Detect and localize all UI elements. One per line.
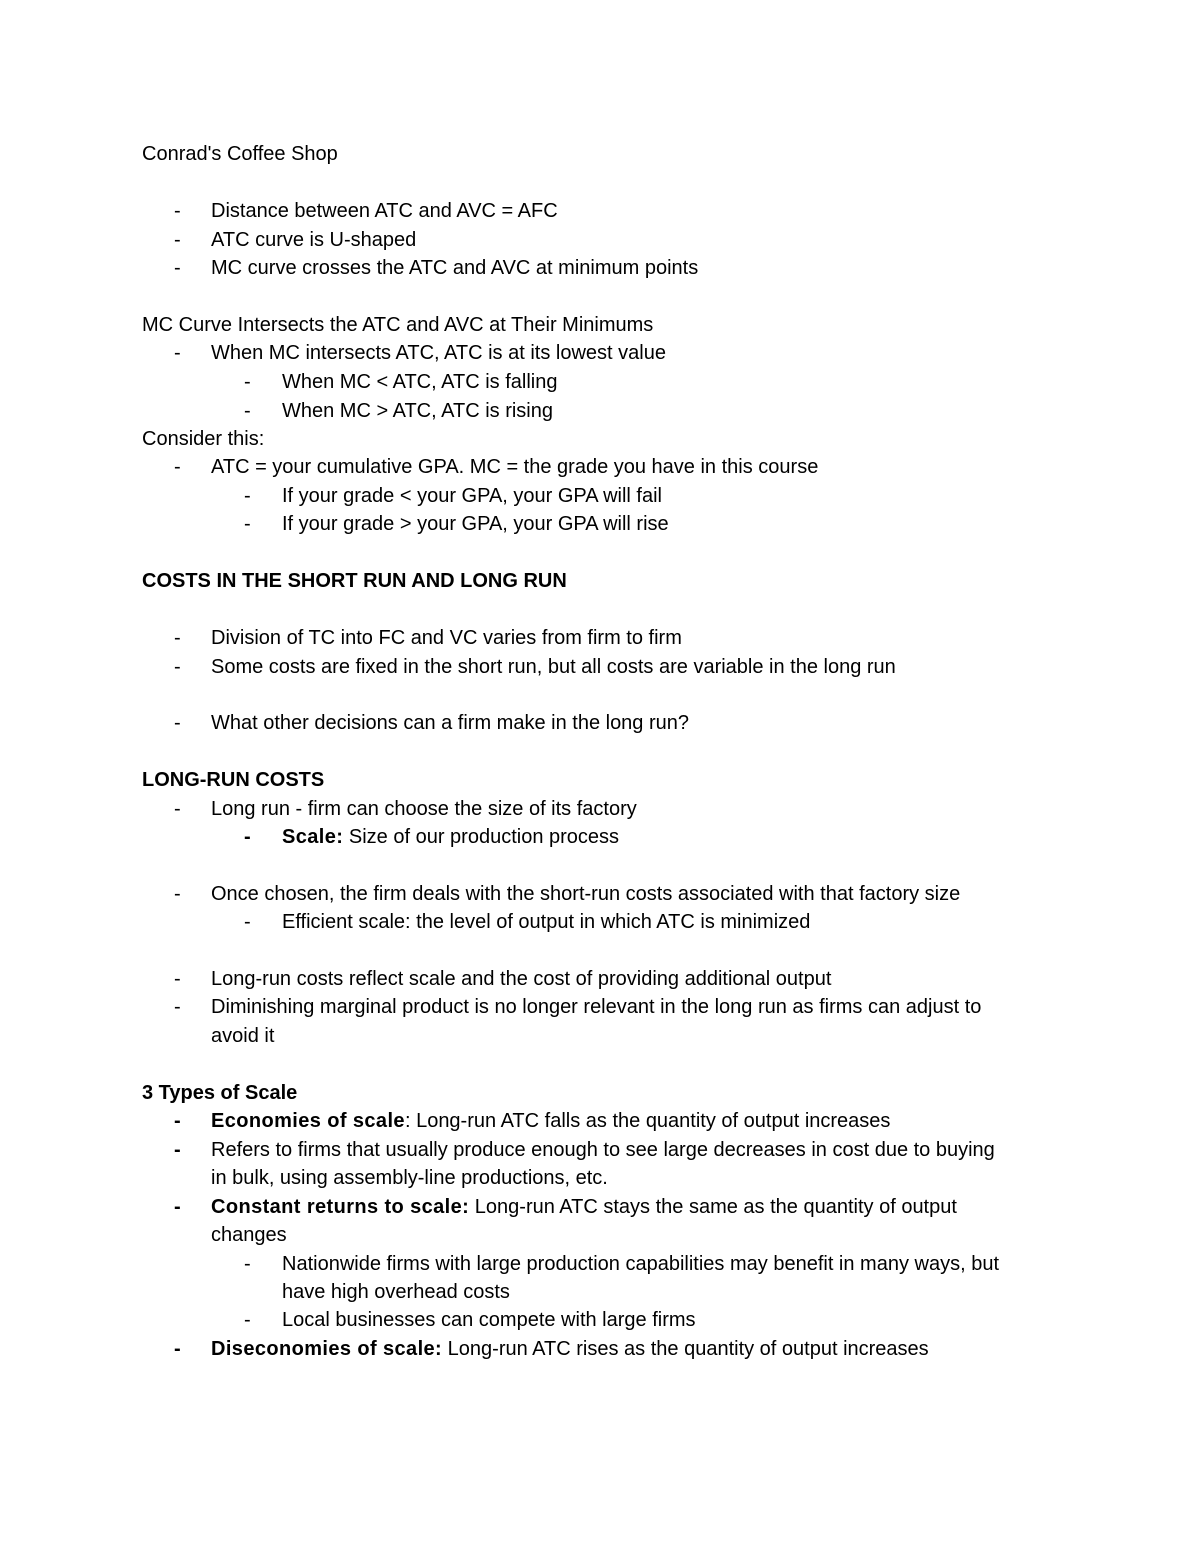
bullet-dash: -: [174, 656, 181, 678]
bullet-dash: -: [174, 798, 181, 820]
bullet-dash: -: [174, 1139, 181, 1161]
section-heading: COSTS IN THE SHORT RUN AND LONG RUN: [142, 570, 567, 592]
bullet-dash: -: [174, 257, 181, 279]
section-heading: 3 Types of Scale: [142, 1082, 298, 1104]
bullet-dash: -: [244, 513, 251, 535]
term-diseconomies-of-scale: Diseconomies of scale:: [211, 1338, 443, 1360]
term-constant-returns: Constant returns to scale:: [211, 1196, 470, 1218]
bullet-dash: -: [174, 968, 181, 990]
bullet-dash: -: [174, 996, 181, 1018]
bullet-dash: -: [244, 1253, 251, 1275]
bullet-dash: -: [174, 456, 181, 478]
bullet-dash: -: [244, 911, 251, 933]
bullet-dash: -: [174, 342, 181, 364]
bullet-dash: -: [244, 371, 251, 393]
document-page: Conrad's Coffee Shop - Distance between ATC and AVC = AFC - ATC curve is U-shaped - MC curve crosses the ATC and AVC at minimum points MC Curve Intersects the ATC and AVC at Their Minimums - When MC intersects ATC, ATC is at its lowest value - When MC < ATC, ATC is falling - When MC > ATC, ATC is rising Consider this: - ATC = your cumulative GPA. MC = the grade you have in this course - If your grade < your GPA, your GPA will fail - If your grade > your GPA, your GPA will rise COSTS IN THE SHORT RUN AND LONG RUN - Division of TC into FC and VC varies from firm to firm - Some costs are fixed in the short run, but all costs are variable in the long run - What other decisions can a firm make in the long run? LONG-RUN COSTS - Long run - firm can choose the size of its factory - Scale: Size of our production process - Once chosen, the firm deals with the short-run costs associated with that factory size - Efficient scale: the level of output in which ATC is minimized - Long-run costs reflect scale and the cost of providing additional output - Diminishing marginal product is no longer relevant in the long run as firms can adjust to avoid it 3 Types of Scale - Economies of scale: Long-run ATC falls as the quantity of output increases - Refers to firms that usually produce enough to see large decreases in cost due to buying in bulk, using assembly-line productions, etc. - Constant returns to scale: Long-run ATC stays the same as the quantity of output changes - Nationwide firms with large production capabilities may benefit in many ways, but have high overhead costs - Local businesses can compete with large firms - Diseconomies of scale: Long-run ATC rises as the quantity of output increases: [142, 143, 1000, 1360]
bullet-dash: -: [174, 1110, 181, 1132]
bullet-dash: -: [244, 485, 251, 507]
bullet-dash: -: [244, 1309, 251, 1331]
bullet-dash: -: [174, 200, 181, 222]
bullet-dash: -: [174, 712, 181, 734]
bullet-dash: -: [174, 1196, 181, 1218]
term-scale: Scale:: [282, 826, 344, 848]
consider-label: Consider this:: [142, 428, 265, 450]
document-title: Conrad's Coffee Shop: [142, 143, 338, 165]
bullet-dash: -: [174, 229, 181, 251]
section-heading: MC Curve Intersects the ATC and AVC at Their Minimums: [142, 314, 654, 336]
term-economies-of-scale: Economies of scale: [211, 1110, 405, 1132]
section-heading: LONG-RUN COSTS: [142, 769, 325, 791]
bullet-dash: -: [174, 627, 181, 649]
bullet-dash: -: [244, 400, 251, 422]
bullet-dash: -: [244, 826, 251, 848]
bullet-dash: -: [174, 1338, 181, 1360]
bullet-dash: -: [174, 883, 181, 905]
